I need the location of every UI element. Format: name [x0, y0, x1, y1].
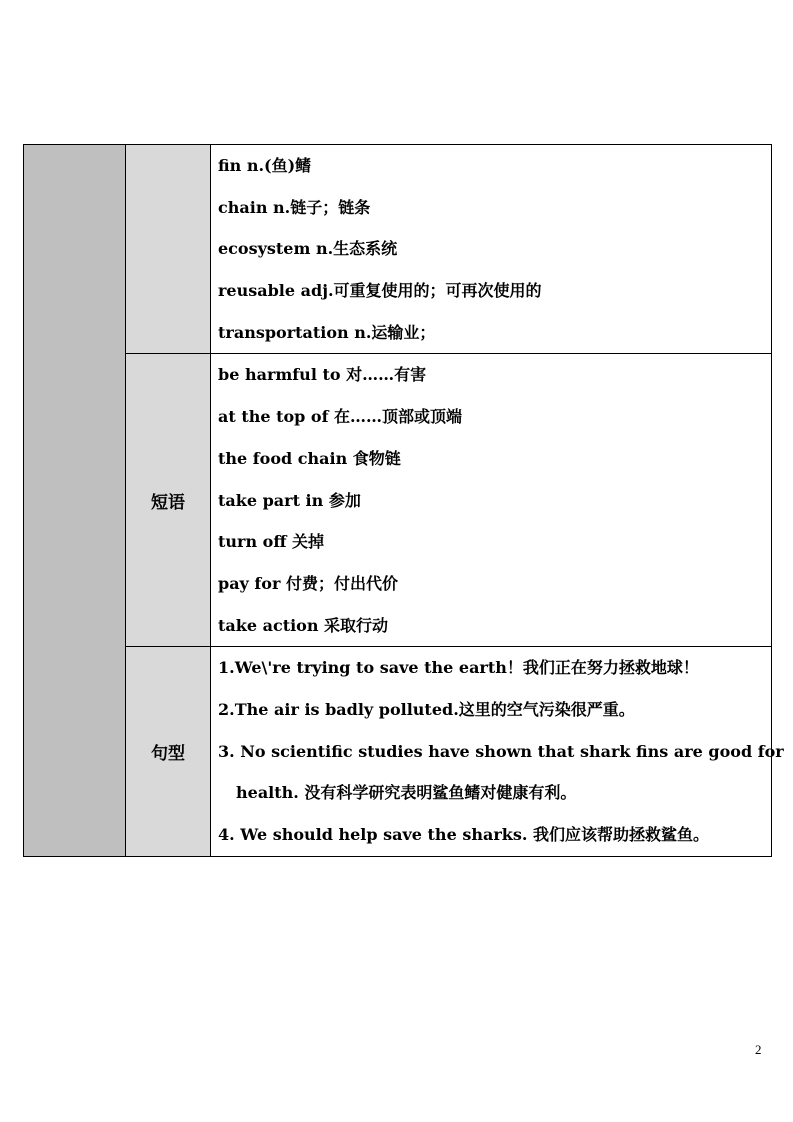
phrases-cell — [211, 354, 772, 647]
list-item: pay for 付费；付出代价 — [218, 573, 398, 593]
list-item: ecosystem n.生态系统 — [218, 239, 398, 259]
table-row-phrases — [24, 354, 772, 647]
row-label-vocabulary — [126, 145, 211, 354]
table-row-sentences — [24, 647, 772, 856]
list-item: the food chain 食物链 — [218, 448, 401, 468]
sentences-cell — [211, 647, 784, 856]
list-item: 4. We should help save the sharks. 我们应该帮助拯救鲨鱼。 — [218, 825, 709, 844]
row-label-phrases: 短语 — [126, 354, 211, 647]
list-item: be harmful to 对……有害 — [218, 365, 427, 385]
page-number: 2 — [755, 1042, 762, 1057]
list-item: take part in 参加 — [218, 490, 361, 510]
list-item: at the top of 在……顶部或顶端 — [218, 407, 463, 427]
list-item: turn off 关掉 — [218, 532, 325, 552]
list-item: transportation n.运输业； — [218, 322, 436, 342]
vocabulary-table — [23, 144, 784, 857]
vocabulary-cell — [211, 145, 772, 354]
list-item: 3. No scientific studies have shown that shark fins are good for — [218, 741, 784, 761]
list-item: reusable adj.可重复使用的；可再次使用的 — [218, 281, 542, 301]
table-row-vocabulary — [24, 145, 772, 354]
list-item: chain n.链子；链条 — [218, 197, 371, 217]
list-item: 2.The air is badly polluted.这里的空气污染很严重。 — [218, 699, 635, 719]
list-item: fin n.(鱼)鳍 — [218, 156, 312, 175]
section-side-cell — [24, 145, 126, 857]
list-item: health. 没有科学研究表明鲨鱼鳍对健康有利。 — [236, 783, 577, 803]
list-item: 1.We\'re trying to save the earth！我们正在努力拯救地球！ — [218, 658, 699, 678]
list-item: take action 采取行动 — [218, 615, 389, 635]
row-label-sentences: 句型 — [126, 647, 211, 856]
